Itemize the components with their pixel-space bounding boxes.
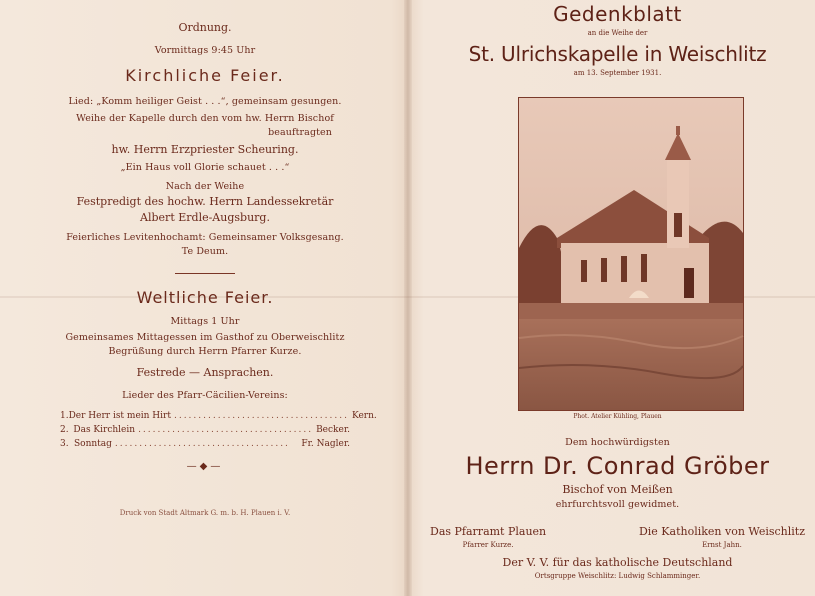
consecration-line: Weihe der Kapelle durch den vom hw. Herrn Bischof bbox=[76, 113, 334, 124]
honoree-title: Bischof von Meißen bbox=[562, 483, 673, 496]
song-program-list bbox=[60, 409, 377, 451]
song-composer: Fr. Nagler. bbox=[301, 439, 350, 449]
after-consecration: Nach der Weihe bbox=[165, 181, 245, 192]
flourish-ornament: —◆— bbox=[186, 461, 224, 472]
honoree-name: Herrn Dr. Conrad Gröber bbox=[465, 452, 770, 480]
signatory-parish bbox=[430, 524, 546, 551]
te-deum: Te Deum. bbox=[181, 246, 229, 257]
ordnung-heading: Ordnung. bbox=[178, 21, 232, 34]
signatories-row bbox=[420, 524, 815, 551]
song-number: 2. bbox=[60, 425, 69, 435]
song-number: 1. bbox=[60, 411, 69, 421]
song-title: Das Kirchlein bbox=[73, 425, 136, 435]
choir-label: Lieder des Pfarr-Cäcilien-Vereins: bbox=[122, 390, 288, 401]
list-item bbox=[60, 409, 377, 423]
leaflet-title: Gedenkblatt bbox=[553, 2, 682, 26]
list-item bbox=[60, 437, 350, 451]
left-page bbox=[20, 18, 390, 519]
chapel-photograph bbox=[518, 97, 744, 411]
hymn-line-2: „Ein Haus voll Glorie schauet . . .“ bbox=[120, 162, 290, 173]
noon-time: Mittags 1 Uhr bbox=[170, 316, 240, 327]
church-ceremony-heading: Kirchliche Feier. bbox=[125, 66, 285, 85]
song-number: 3. bbox=[60, 439, 69, 449]
preacher-name: Albert Erdle-Augsburg. bbox=[140, 211, 270, 224]
chapel-photo-image bbox=[519, 98, 743, 410]
sermon-line: Festpredigt des hochw. Herrn Landessekretär bbox=[76, 195, 334, 208]
lunch-line: Gemeinsames Mittagessen im Gasthof zu Oberweischlitz bbox=[65, 332, 345, 343]
speeches-line: Festrede — Ansprachen. bbox=[136, 366, 274, 379]
greeting-line: Begrüßung durch Herrn Pfarrer Kurze. bbox=[108, 346, 302, 357]
secular-ceremony-heading: Weltliche Feier. bbox=[136, 288, 274, 307]
hymn-line-1: Lied: „Komm heiliger Geist . . .“, gemeinsam gesungen. bbox=[68, 96, 342, 107]
signatory-org: Das Pfarramt Plauen bbox=[430, 525, 547, 538]
signatory-org: Die Katholiken von Weischlitz bbox=[638, 525, 805, 538]
signatory-org: Der V. V. für das katholische Deutschland bbox=[502, 556, 733, 569]
song-composer: Becker. bbox=[316, 425, 350, 435]
chapel-name: St. Ulrichskapelle in Weischlitz bbox=[468, 42, 767, 66]
song-title: Sonntag bbox=[74, 439, 112, 449]
photo-credit: Phot. Atelier Kühling, Plauen bbox=[573, 413, 662, 420]
high-mass-line: Feierliches Levitenhochamt: Gemeinsamer Volksgesang. bbox=[66, 232, 344, 243]
signatory-association bbox=[420, 555, 815, 582]
consecration-date: am 13. September 1931. bbox=[573, 69, 662, 77]
morning-time: Vormittags 9:45 Uhr bbox=[154, 45, 256, 56]
dedication-line: Dem hochwürdigsten bbox=[565, 437, 670, 448]
list-item bbox=[60, 423, 350, 437]
song-title: Der Herr ist mein Hirt bbox=[68, 411, 171, 421]
printer-credit: Druck von Stadt Altmark G. m. b. H. Plauen i. V. bbox=[119, 509, 291, 517]
leader-dots: .................................... bbox=[138, 425, 314, 435]
commissioned-label: beauftragten bbox=[268, 127, 332, 138]
leader-dots: .................................... bbox=[173, 411, 349, 421]
signatory-person: Ortsgruppe Weischlitz: Ludwig Schlamminger. bbox=[534, 572, 701, 580]
signatory-person: Ernst Jahn. bbox=[702, 541, 742, 549]
leader-dots: .................................... bbox=[114, 439, 290, 449]
archpriest-name: hw. Herrn Erzpriester Scheuring. bbox=[111, 143, 299, 156]
signatory-person: Pfarrer Kurze. bbox=[462, 541, 514, 549]
respectfully-dedicated: ehrfurchtsvoll gewidmet. bbox=[555, 499, 680, 510]
song-composer: Kern. bbox=[351, 411, 377, 421]
signatory-catholics bbox=[639, 524, 805, 551]
right-page bbox=[420, 0, 815, 580]
center-fold bbox=[404, 0, 412, 596]
subtitle-small: an die Weihe der bbox=[587, 29, 648, 37]
section-divider bbox=[175, 273, 235, 274]
